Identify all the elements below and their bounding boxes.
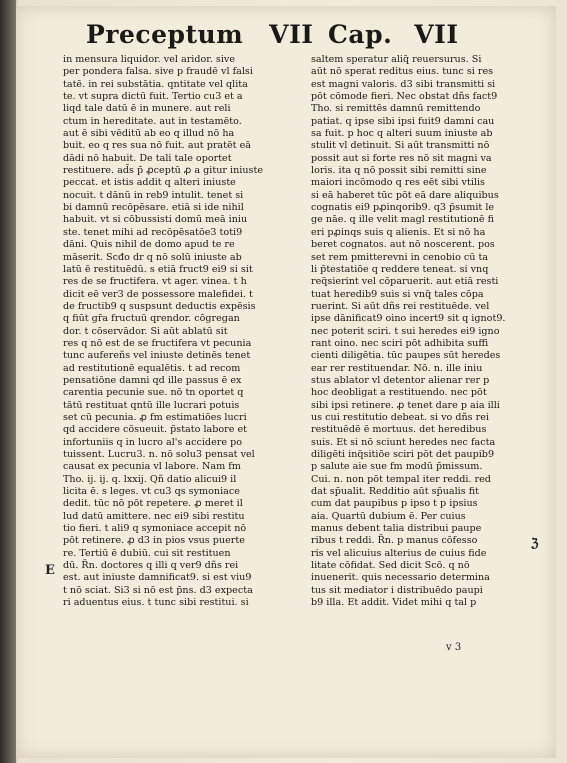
text-line: b9 illa. Et addit. Videt mihi q tal p [311, 597, 477, 609]
text-line: tātū restituat qntū ille lucrari potuis [63, 399, 240, 411]
book-gutter [0, 0, 16, 763]
text-line: tuissent. Lucru3. n. nō solu3 pensat vel [63, 449, 255, 460]
running-head-right [328, 20, 459, 49]
text-line: suis. Et si nō sciunt heredes nec facta [311, 436, 496, 448]
text-line: re. Tertiū ē dubiū. cui sit restituen [63, 547, 231, 559]
text-line: stulit vl detinuit. Si aūt transmitti nō [311, 140, 490, 152]
text-line: dāni. Quis nihil de domo apud te re [63, 239, 235, 251]
text-line: infortuniis q in lucro al's accidere po [63, 436, 242, 448]
text-line: dicit eē ver3 de possessore malefidei. t [63, 288, 253, 300]
text-line: est. aut iniuste damnificat9. si est viu9 [63, 572, 252, 584]
text-line: aut ē sibi vēditū ab eo q illud nō ha [63, 128, 235, 140]
text-line: dādi nō habuit. De tali tale oportet [63, 152, 232, 164]
text-line: Cui. n. non pōt tempal iter reddi. red [311, 473, 491, 485]
text-line: req̃sierint vel cōparuerit. aut etiā resti [311, 276, 499, 288]
text-line: t nō sciat. Si3 si nō est p̄ns. d3 expecta [63, 584, 253, 596]
text-line: habuit. vt si cōbussisti domū meā iniu [63, 214, 248, 226]
page [16, 6, 556, 758]
text-line: latū ē restituēdū. s etiā fruct9 ei9 si sit [63, 263, 253, 275]
text-line: set rem pmitterevni in cenobio cū ta [311, 251, 489, 263]
text-line: set cū pecunia. ꝓ fm estimatiōes lucri [63, 411, 247, 423]
text-line: rant oino. nec sciri pōt adhibita suffi [311, 337, 489, 349]
text-line: licita ē. s leges. vt cu3 qs symoniace [63, 486, 240, 498]
text-line: q fiūt gr̄a fructuū qrendor. cōgregan [63, 313, 240, 325]
text-line: qd accidere cōsueuit. p̄stato labore et [63, 424, 248, 436]
text-line: dor. t cōservādor. Si aūt ablatū sit [63, 325, 228, 337]
text-line: pensatiōne damni qd ille passus ē ex [63, 374, 242, 386]
text-line: tatē. in rei substātia. qntitate vel qlita [63, 78, 248, 90]
text-line: ris vel alicuius alterius de cuius fide [311, 547, 487, 559]
text-line: in mensura liquidor. vel aridor. sive [63, 54, 236, 65]
text-line: ge nāe. q ille velit magl restitutionē fi [311, 214, 495, 226]
signature-mark: v 3 [446, 642, 462, 653]
text-line: peccat. et istis addit q alteri iniuste [63, 177, 236, 189]
text-line: causat ex pecunia vl labore. Nam fm [63, 461, 241, 473]
text-line: litate cōfidat. Sed dicit Scō. q nō [311, 560, 470, 572]
text-line: manus debent talia distribui paupe [311, 523, 482, 535]
text-line: sa fuit. p hoc q alteri suum iniuste ab [311, 128, 493, 140]
text-line: res de se fructifera. vt ager. vinea. t h [63, 276, 247, 288]
text-line: ctum in hereditate. aut in testamēto. [63, 115, 242, 127]
running-head-chapter-numeral: VII [414, 20, 459, 49]
text-line: stus ablator vl detentor alienar rer p [311, 374, 490, 386]
text-line: carentia pecunie sue. nō tn oportet q [63, 387, 244, 399]
text-line: cum dat paupibus p ipso t p ipsius [311, 498, 478, 510]
text-line: ri aduentus eius. t tunc sibi restitui. si [63, 597, 249, 609]
text-line: si eā haberet tūc pōt eā dare aliquibus [311, 189, 499, 201]
text-line: res q nō est de se fructifera vt pecunia [63, 337, 252, 349]
text-line: dedit. tūc nō pōt repetere. ꝓ meret il [63, 498, 243, 510]
text-line: liqd tale datū ē in munere. aut reli [63, 103, 231, 115]
text-line: buit. eo q res sua nō fuit. aut pratēt eā [63, 140, 251, 152]
text-line: tio fieri. t ali9 q symoniace accepit nō [63, 523, 247, 535]
text-line: lud datū amittere. nec ei9 sibi restitu [63, 510, 245, 522]
text-line: nec poterit sciri. t sui heredes ei9 igno [311, 325, 500, 337]
text-line: restituere. ad̄s p̄ ꝓceptū ꝓ a gitur iniuste [63, 165, 263, 177]
text-column-right [311, 54, 531, 609]
text-line: maiori incōmodo q res eēt sibi vtilis [311, 177, 485, 189]
marginal-letter: E [45, 563, 55, 578]
text-column-left [63, 54, 277, 609]
text-line: li p̄testatiōe q reddere teneat. si vnq [311, 263, 489, 275]
text-line: loris. ita q nō possit sibi remitti sine [311, 165, 487, 177]
text-line: saltem speratur aliq̃ reuersurus. Si [311, 54, 482, 65]
text-line: tuat heredib9 suis si vnq̃ tales cōpa [311, 288, 484, 300]
text-line: patiat. q ipse sibi ipsi fuit9 damni cau [311, 115, 495, 127]
text-line: inuenerit. quis necessario determina [311, 572, 490, 584]
text-line: ad restitutionē equalētis. t ad recom [63, 362, 241, 374]
text-line: cienti diligētia. tūc paupes sūt heredes [311, 350, 501, 362]
text-line: aia. Quartū dubium ē. Per cuius [311, 510, 466, 522]
running-head-numeral: VII [269, 20, 314, 49]
text-line: tunc aufereñs vel iniuste detinēs tenet [63, 350, 251, 362]
running-head-left [86, 20, 313, 49]
marginal-mark-right: ℨ [531, 536, 539, 550]
text-line: Tho. ij. ij. q. lxxij. Qñ datio alicui9 il [63, 473, 237, 485]
text-line: p salute aie sue fm modū p̄missum. [311, 461, 483, 473]
text-line: tus sit mediator i distribuēdo paupi [311, 584, 483, 596]
text-line: dat sp̄ualit. Redditio aūt sp̄ualis fit [311, 486, 479, 498]
text-line: cognatis ei9 pꝓinqorib9. q3 p̄sumit le [311, 202, 495, 214]
text-line: pōt retinere. ꝓ d3 in pios vsus puerte [63, 535, 245, 547]
text-line: Tho. si remittēs damnū remittendo [311, 103, 481, 115]
text-line: bi damnū recōpēsare. etiā si ide nihil [63, 202, 244, 214]
text-line: aūt nō sperat reditus eius. tunc si res [311, 66, 494, 78]
text-line: de fructib9 q suspsunt deductis expēsis [63, 300, 256, 312]
text-line: ear rer restituendar. Nō. n. ille iniu [311, 362, 483, 374]
text-line: restituēdē ē mortuus. det heredibus [311, 424, 487, 436]
text-line: est magni valoris. d3 sibi transmitti si [311, 78, 496, 90]
running-head-chapter: Cap. [328, 20, 393, 49]
text-line: nocuit. t dānū in reb9 intulit. tenet si [63, 189, 244, 201]
text-line: eri pꝓinqs suis q alienis. Et si nō ha [311, 226, 486, 238]
text-line: diligēti inq̃sitiōe sciri pōt det paupib9 [311, 449, 495, 460]
text-line: beret cognatos. aut nō noscerent. pos [311, 239, 495, 251]
text-line: hoc deobligat a restituendo. nec pōt [311, 387, 487, 399]
text-line: possit aut si forte res nō sit magni va [311, 152, 492, 164]
text-line: ste. tenet mihi ad recōpēsatōe3 toti9 [63, 226, 243, 238]
text-line: sibi ipsi retinere. ꝓ tenet dare p aia illi [311, 399, 500, 411]
text-line: ruerint. Si aūt dñs rei restituēde. vel [311, 300, 490, 312]
text-line: te. vt supra dictū fuit. Tertio cu3 et a [63, 91, 243, 103]
text-line: dū. R̄n. doctores q illi q ver9 dñs rei [63, 560, 239, 572]
text-line: per pondera falsa. sive p fraudē vl falsi [63, 66, 253, 78]
text-line: ipse dānificat9 oino incert9 sit q ignot9. [311, 313, 506, 325]
text-line: ribus t reddi. R̄n. p manus cōfesso [311, 535, 478, 547]
text-line: pōt cōmode fieri. Nec obstat dñs fact9 [311, 91, 498, 103]
text-line: us cui restitutio debeat. si vo dñs rei [311, 411, 489, 423]
running-head-word: Preceptum [86, 20, 244, 49]
text-line: māserit. Scđo dr q nō solū iniuste ab [63, 251, 242, 263]
